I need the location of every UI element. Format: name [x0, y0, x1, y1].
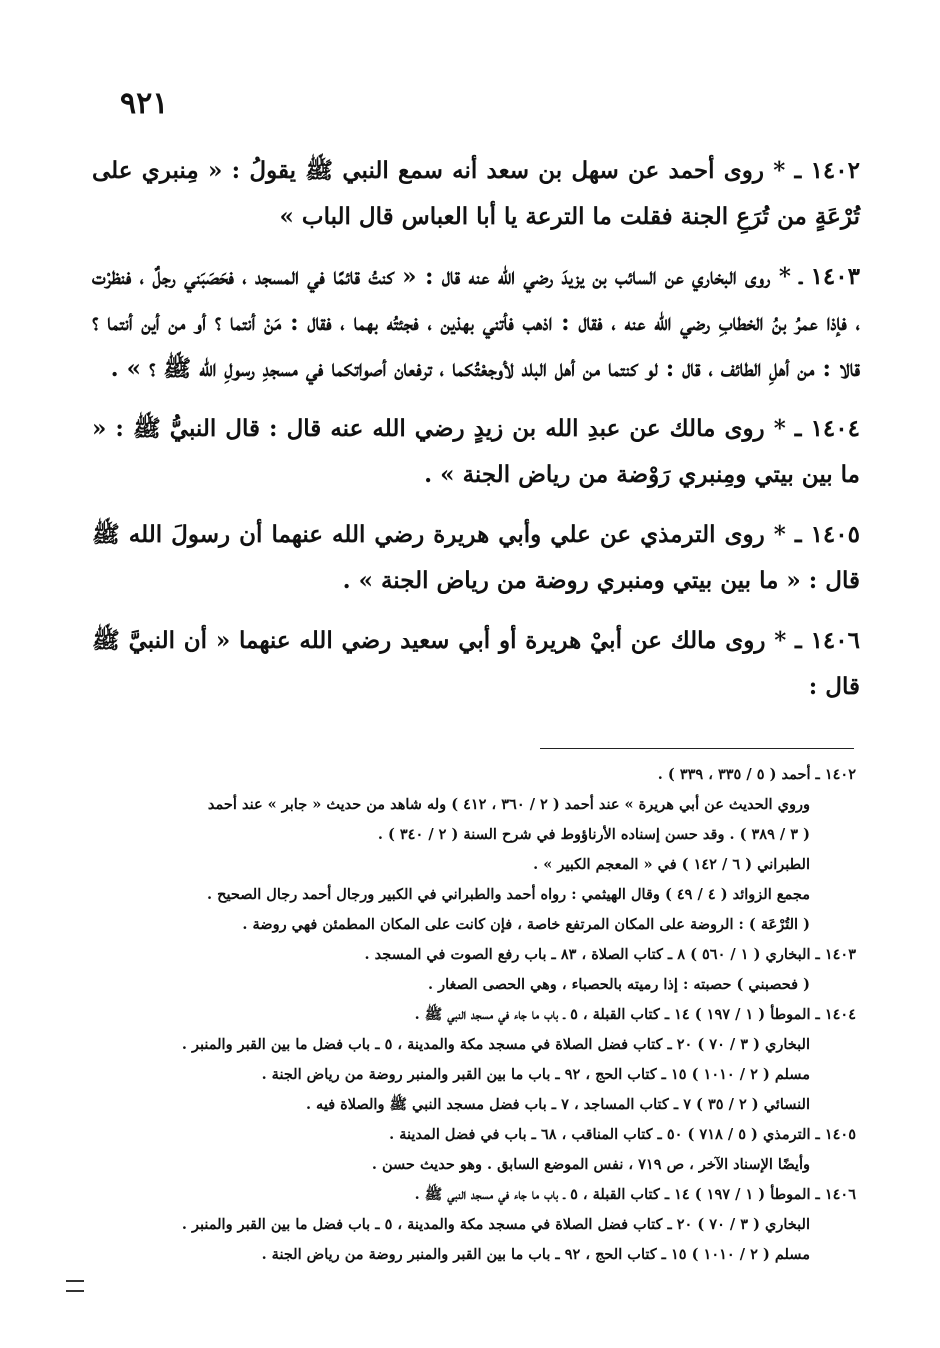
footnote-line: ( فحصبني ) حصبته : إذا رميته بالحصباء ، وهي الحصى الصغار .	[427, 976, 810, 993]
footnote-line: مسلم ( ٢ / ١٠١٠ ) ١٥ ـ كتاب الحج ، ٩٢ ـ باب ما بين القبر والمنبر روضة من رياض الجنة .	[261, 1246, 810, 1263]
hadith-main-text	[92, 148, 860, 724]
footnote-line: ١٤٠٦ ـ الموطأ ( ١ / ١٩٧ ) ١٤ ـ كتاب القبلة ، ٥ ـ باب ما جاء في مسجد النبي ﷺ .	[414, 1186, 856, 1203]
footnote-line: ١٤٠٥ ـ الترمذي ( ٥ / ٧١٨ ) ٥٠ ـ كتاب المناقب ، ٦٨ ـ باب في فضل المدينة .	[389, 1126, 856, 1143]
footnotes	[96, 760, 856, 1270]
footnote-separator	[540, 748, 854, 749]
hadith-entry: ١٤٠٤ ـ * روى مالك عن عبدِ الله بن زيدٍ رضي الله عنه قال : قال النبيُّ ﷺ : « ما بين بيتي ومِنبري رَوْضة من رياض الجنة » .	[92, 415, 860, 488]
page-number: ٩٢١	[120, 86, 169, 121]
hadith-entry: ١٤٠٢ ـ * روى أحمد عن سهل بن سعد أنه سمع النبي ﷺ يقولُ : « مِنبري على تُرْعَةٍ من تُرَعِ الجنة فقلت ما الترعة يا أبا العباس قال الباب »	[92, 157, 860, 230]
footnote-line: البخاري ( ٣ / ٧٠ ) ٢٠ ـ كتاب فضل الصلاة في مسجد مكة والمدينة ، ٥ ـ باب فضل ما بين القبر والمنبر .	[181, 1216, 810, 1233]
footnote-line: مجمع الزوائد ( ٤ / ٤٩ ) وقال الهيثمي : رواه أحمد والطبراني في الكبير ورجال أحمد رجال الصحيح .	[207, 886, 810, 903]
hadith-entry: ١٤٠٥ ـ * روى الترمذي عن علي وأبي هريرة رضي الله عنهما أن رسولَ الله ﷺ قال : « ما بين بيتي ومنبري روضة من رياض الجنة » .	[92, 521, 860, 594]
footnote-line: النسائي ( ٢ / ٣٥ ) ٧ ـ كتاب المساجد ، ٧ ـ باب فضل مسجد النبي ﷺ والصلاة فيه .	[305, 1096, 810, 1113]
footnote-line: ١٤٠٢ ـ أحمد ( ٥ / ٣٣٥ ، ٣٣٩ ) .	[657, 766, 856, 783]
footnote-line: وأيضًا الإسناد الآخر ، ص ٧١٩ ، نفس الموضع السابق . وهو حديث حسن .	[371, 1156, 810, 1173]
footnote-line: ( التُرْعَة ) : الروضة على المكان المرتفع خاصة ، فإن كانت على المكان المطمئن فهي روضة .	[242, 916, 810, 933]
hadith-entry: ١٤٠٣ ـ * روى البخاري عن السائب بن يزيدَ رضي الله عنه قال : « كنتُ قائمًا في المسجد ، فحَصَبَني رجلٌ ، فنظرْت ، فإذا عمرُ بنُ الخطابِ رضي الله عنه ، فقال : اذهب فأتني بهذين ، فجئتُه بهما ، فقال : مَنْ أنتما ؟ أو من أين أنتما ؟ قالا : من أهلِ الطائف ، قال : لو كنتما من أهل البلد لأوجعْتُكما ، ترفعان أصواتكما في مسجدِ رسولِ الله ﷺ ؟ » .	[92, 263, 860, 382]
hadith-entry: ١٤٠٦ ـ * روى مالك عن أبيْ هريرة أو أبي سعيد رضي الله عنهما « أن النبيَّ ﷺ قال :	[92, 627, 860, 700]
footnote-line: ١٤٠٣ ـ البخاري ( ١ / ٥٦٠ ) ٨ ـ كتاب الصلاة ، ٨٣ ـ باب رفع الصوت في المسجد .	[364, 946, 856, 963]
footnote-line: ( ٣ / ٣٨٩ ) . وقد حسن إسناده الأرناؤوط في شرح السنة ( ٢ / ٣٤٠ ) .	[377, 826, 810, 843]
footnote-line: ١٤٠٤ ـ الموطأ ( ١ / ١٩٧ ) ١٤ ـ كتاب القبلة ، ٥ ـ باب ما جاء في مسجد النبي ﷺ .	[414, 1006, 856, 1023]
footnote-line: وروي الحديث عن أبي هريرة » عند أحمد ( ٢ / ٣٦٠ ، ٤١٢ ) وله شاهد من حديث « جابر » عند أحمد	[207, 796, 810, 813]
footnote-line: مسلم ( ٢ / ١٠١٠ ) ١٥ ـ كتاب الحج ، ٩٢ ـ باب ما بين القبر والمنبر روضة من رياض الجنة .	[261, 1066, 810, 1083]
margin-mark	[66, 1280, 84, 1292]
footnote-line: البخاري ( ٣ / ٧٠ ) ٢٠ ـ كتاب فضل الصلاة في مسجد مكة والمدينة ، ٥ ـ باب فضل ما بين القبر والمنبر .	[181, 1036, 810, 1053]
footnote-line: الطبراني ( ٦ / ١٤٢ ) في « المعجم الكبير » .	[533, 856, 810, 873]
